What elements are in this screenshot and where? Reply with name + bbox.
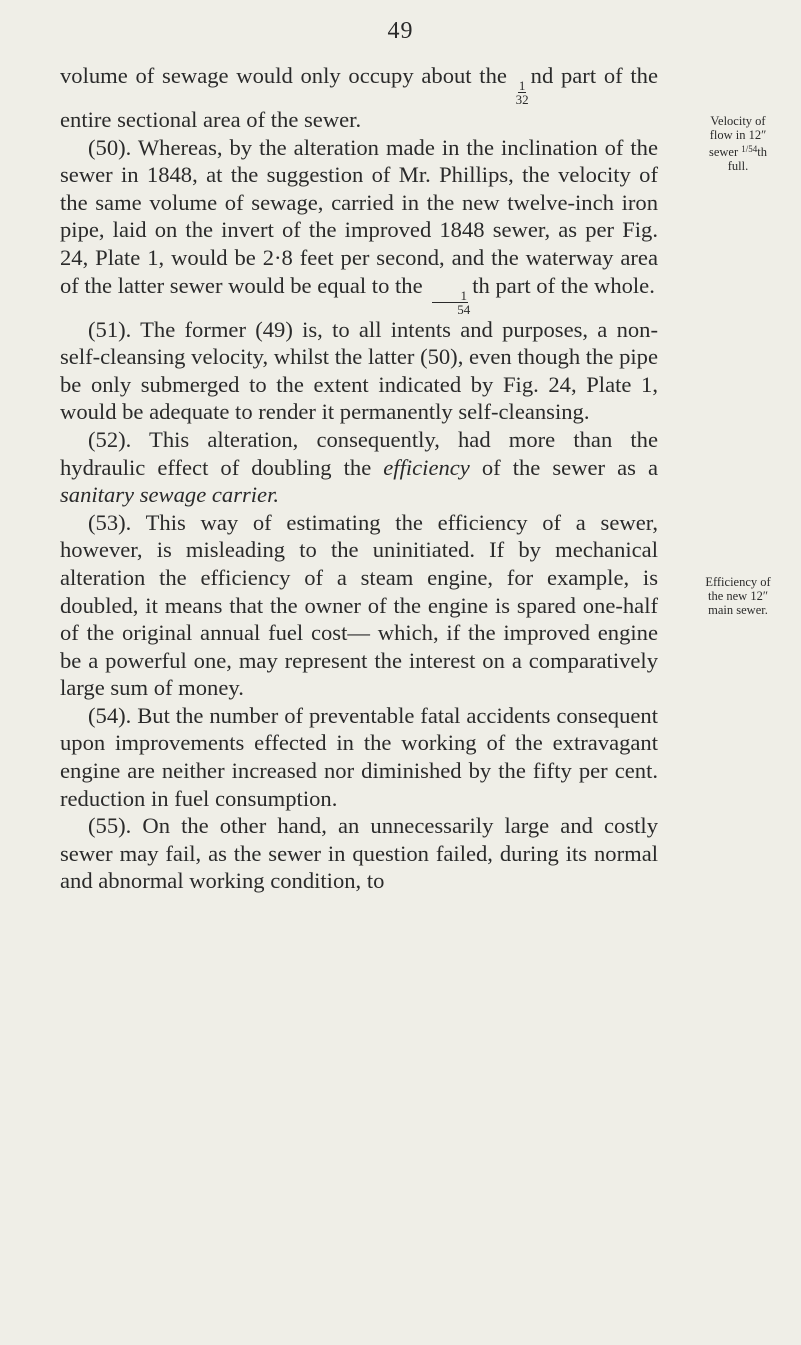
fraction: 1/54 [741,144,758,154]
text-run: th part of the whole. [472,272,655,298]
fraction-denominator: 54 [748,144,758,154]
fraction [515,79,530,106]
fraction-denominator: 32 [515,92,529,107]
paragraph-54: (54). But the number of preventable fatal accidents consequent upon improvements effected in the working of the extravagant engine are neither increased nor diminished by the fifty per cent. reduction in fuel consumption. [60,702,658,811]
fraction [428,289,471,316]
paragraph-51: (51). The former (49) is, to all intents and purposes, a non-self-cleansing velocity, whilst the latter (50), even though the pipe be only submerged to the extent indicated by Fig. 24, Plate 1, would be adequate to render it permanently self-cleansing. [60,316,658,425]
fraction-numerator: 1 [432,289,469,303]
text-run: (52). This alteration, consequently, had more than the hydraulic effect of doubling the [60,426,658,480]
text-run: sewer [708,145,742,159]
text-run: (50). Whereas, by the alteration made in the inclination of the sewer in 1848, at the suggestion of Mr. Phillips, the velocity of the same volume of sewage, carried in the new twelve-inch iron pipe, laid on the invert of the improved 1848 sewer, as per Fig. 24, Plate 1, would be 2·8 feet per second, and the waterway area of the latter sewer would be equal to the [60,134,658,298]
sidenote-velocity [680,114,796,173]
fraction-numerator: 1 [518,78,526,93]
fraction-denominator: 54 [457,301,471,317]
sidenote-line: Velocity of [710,114,766,128]
paragraph-continuation [60,62,658,134]
paragraph-52 [60,426,658,509]
text-run: th [757,145,768,159]
page-number: 49 [387,18,414,44]
text-run: of the sewer as a [469,454,658,480]
paragraph-53: (53). This way of estimating the efficiency of a sewer, however, is misleading to the uninitiated. If by mechanical alteration the efficiency of a steam engine, for example, is doubled, it means that the owner of the engine is spared one-half of the original annual fuel cost— which, if the improved engine be a powerful one, may represent the interest on a comparatively large sum of money. [60,509,658,701]
sidenote-line: main sewer. [708,603,768,617]
fraction-numerator: 1 [741,144,746,154]
sidenote-line [680,142,796,159]
text-run: nd part of the entire sectional area of the sewer. [60,63,659,132]
italic-text: sanitary sewage carrier. [60,482,280,508]
italic-text: efficiency [383,454,470,480]
text-run: volume of sewage would only occupy about the [60,63,515,88]
paragraph-55: (55). On the other hand, an unnecessarily large and costly sewer may fail, as the sewer in question failed, during its normal and abnormal working condition, to [60,813,658,894]
body-text [60,62,658,895]
sidenote-efficiency [680,575,796,617]
sidenote-line: full. [727,159,749,173]
sidenote-line: Efficiency of [705,575,771,589]
sidenote-line: flow in 12″ [709,128,767,142]
sidenote-line: the new 12″ [707,589,769,603]
paragraph-50 [60,134,658,316]
